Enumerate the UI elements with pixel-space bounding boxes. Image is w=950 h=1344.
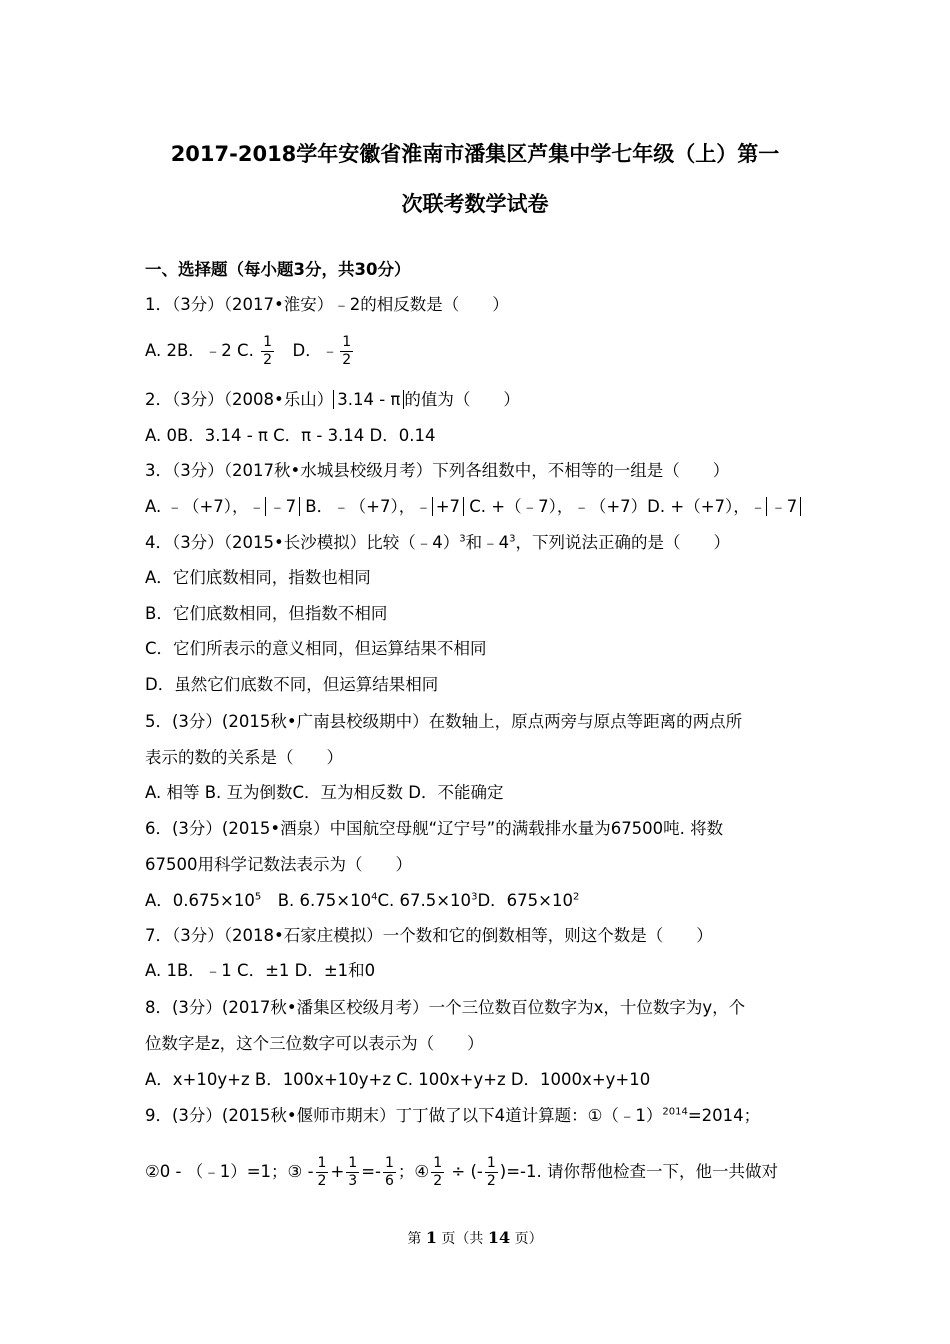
question-4-option-a: A．它们底数相同，指数也相同 — [145, 568, 371, 587]
question-4-option-c: C．它们所表示的意义相同，但运算结果不相同 — [145, 639, 487, 658]
question-3-options: A. ﹣（+7），﹣ ﹣7 B．﹣（+7），﹣ +7 C. +（﹣7），﹣（+7）D. +（+7），﹣ ﹣7 — [145, 496, 801, 518]
q1-fraction-c: $\frac{1}{2}$ — [263, 334, 272, 368]
question-1-stem: 1．（3分）（2017•淮安）﹣2的相反数是（ ） — [145, 295, 509, 314]
question-7-stem: 7．（3分）（2018•石家庄模拟）一个数和它的倒数相等，则这个数是（ ） — [145, 926, 713, 945]
question-8-stem-line2: 位数字是z，这个三位数字可以表示为（ ） — [145, 1034, 484, 1053]
question-9-stem-line2: ②0 - （﹣1）=1；③ - $\frac{1}{2}$ + $\frac{1}{3}$ =- $\frac{1}{6}$ ；④ $\frac{1}{2}$ ÷ (- $\frac{1}{2}$ )=-1. 请你帮他检查一下，他一共做对 — [145, 1155, 778, 1189]
absolute-value: ﹣7 — [766, 497, 801, 516]
fraction: $\frac{1}{2}$ — [486, 1155, 496, 1189]
question-5-options: A. 相等 B. 互为倒数C．互为相反数 D．不能确定 — [145, 783, 504, 802]
page-number: 1 — [425, 1228, 437, 1247]
question-3-stem: 3．（3分）（2017秋•水城县校级月考）下列各组数中，不相等的一组是（ ） — [145, 461, 730, 480]
question-4-stem: 4．（3分）（2015•长沙模拟）比较（﹣4）$^3$和$﹣4^3$，下列说法正确的是（ ） — [145, 533, 730, 552]
question-5-stem-line1: 5．(3分）(2015秋•广南县校级期中）在数轴上，原点两旁与原点等距离的两点所 — [145, 712, 743, 731]
page-total: 14 — [487, 1228, 511, 1247]
section-heading: 一、选择题（每小题3分，共30分） — [145, 260, 411, 279]
fraction: $\frac{1}{6}$ — [385, 1155, 394, 1189]
document-title-line2: 次联考数学试卷 — [401, 192, 549, 216]
question-6-stem-line2: 67500用科学记数法表示为（ ） — [145, 855, 412, 874]
question-8-options: A．x+10y+z B．100x+10y+z C. 100x+y+z D．1000x+y+10 — [145, 1070, 651, 1089]
q1-options-ab: A. 2B．﹣2 C. — [145, 341, 260, 360]
question-6-options: A．$0.675\times 10^5$ B. $6.75\times 10^4C$. $67.5\times 10^3D$．$675\times 10^2$ — [145, 891, 580, 910]
question-4-option-b: B．它们底数相同，但指数不相同 — [145, 604, 388, 623]
question-8-stem-line1: 8．(3分）(2017秋•潘集区校级月考）一个三位数百位数字为x，十位数字为y，个 — [145, 998, 746, 1017]
question-2-options: A. 0B．3.14 - π C．π - 3.14 D．0.14 — [145, 426, 436, 445]
q1-fraction-d: $\frac{1}{2}$ — [342, 334, 352, 368]
question-2-stem: 2．（3分）（2008•乐山） 3.14 - π 的值为（ ） — [145, 390, 520, 409]
page-footer: 第 1 页（共 14 页） — [407, 1228, 543, 1247]
absolute-value: 3.14 - π — [333, 390, 404, 409]
question-6-stem-line1: 6．(3分）(2015•酒泉）中国航空母舰“辽宁号”的满载排水量为67500吨. 将数 — [145, 819, 724, 838]
question-5-stem-line2: 表示的数的关系是（ ） — [145, 748, 343, 767]
question-4-option-d: D．虽然它们底数不同，但运算结果相同 — [145, 675, 439, 694]
q1-option-d: D．﹣ — [275, 341, 339, 360]
fraction: $\frac{1}{2}$ — [433, 1155, 443, 1189]
document-title-line1: 2017-2018学年安徽省淮南市潘集区芦集中学七年级（上）第一 — [170, 142, 780, 166]
question-9-stem-line1: 9．(3分）(2015秋•偃师市期末）丁丁做了以下4道计算题：①（﹣1）$^{2014}$=2014； — [145, 1106, 761, 1125]
fraction: $\frac{1}{3}$ — [348, 1155, 358, 1189]
fraction: $\frac{1}{2}$ — [317, 1155, 327, 1189]
question-1-options — [145, 335, 355, 368]
absolute-value: +7 — [432, 497, 464, 516]
absolute-value: ﹣7 — [265, 497, 300, 516]
question-7-options: A. 1B．﹣1 C．±1 D．±1和0 — [145, 961, 376, 980]
